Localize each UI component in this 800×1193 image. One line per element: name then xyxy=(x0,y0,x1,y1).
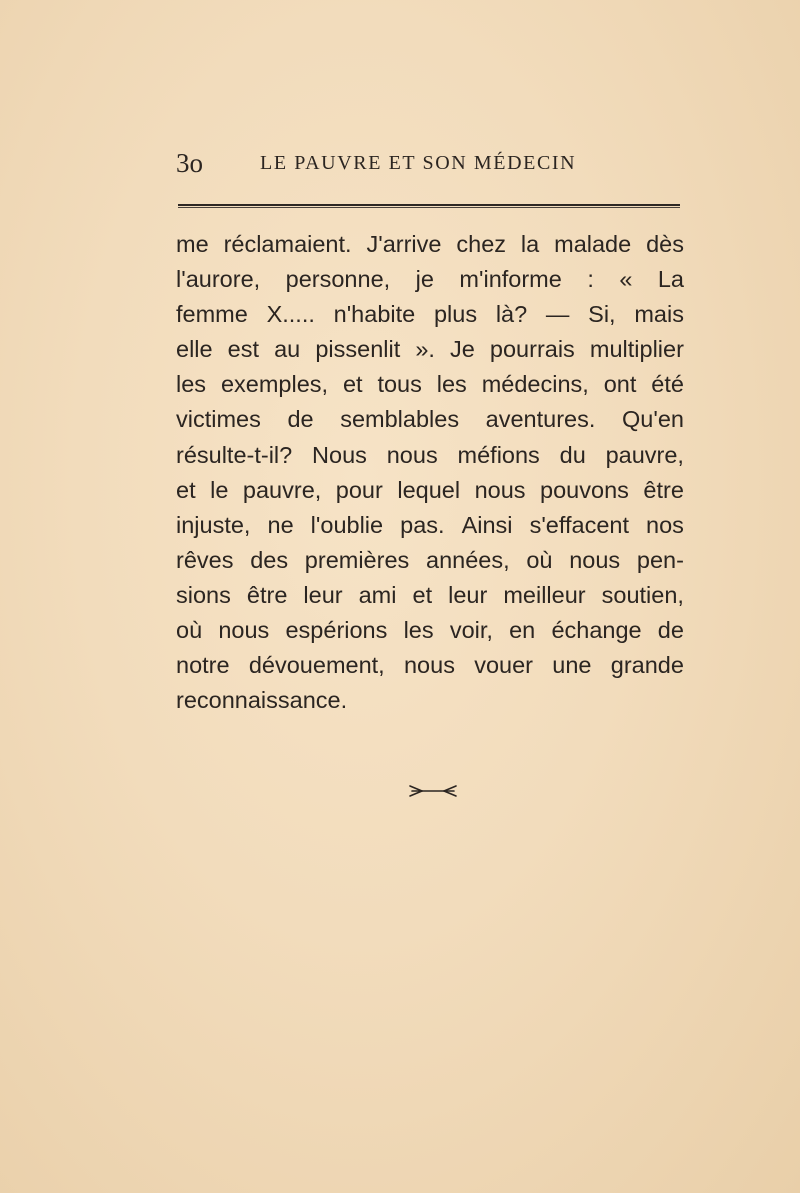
word: La xyxy=(657,266,684,293)
word: ne xyxy=(267,511,294,538)
word: les xyxy=(403,617,434,644)
word: me xyxy=(176,231,209,257)
word: pen- xyxy=(636,546,684,573)
word: l'aurore, xyxy=(176,266,261,293)
word: du xyxy=(559,441,586,468)
word: dès xyxy=(646,231,684,257)
text-line xyxy=(176,332,684,367)
word: là? xyxy=(495,301,528,328)
word: femme xyxy=(176,301,248,328)
word: injuste, xyxy=(176,511,251,538)
word: Nous xyxy=(312,441,367,468)
word: résulte-t-il? xyxy=(176,441,293,468)
running-head xyxy=(176,146,682,180)
word: je xyxy=(415,266,434,293)
word: est xyxy=(227,336,260,363)
word: nous xyxy=(218,617,270,644)
word: nous xyxy=(474,476,526,503)
word: nos xyxy=(646,511,684,538)
word: où xyxy=(176,617,203,644)
word: médecins, xyxy=(481,371,589,398)
text-line xyxy=(176,508,684,543)
word: être xyxy=(246,581,288,608)
text-line xyxy=(176,683,684,718)
word: elle xyxy=(176,336,213,363)
word: la xyxy=(520,231,540,257)
crossed-arrows-ornament-icon xyxy=(408,780,458,802)
page-number: 3o xyxy=(176,148,203,178)
text-line xyxy=(176,297,684,332)
word: n'habite xyxy=(333,301,416,328)
text-line xyxy=(176,648,684,683)
word: reconnaissance. xyxy=(176,687,348,714)
text-line xyxy=(176,578,684,613)
word: plus xyxy=(433,301,478,328)
header-double-rule xyxy=(178,204,680,208)
word: une xyxy=(552,652,592,679)
word: aventures. xyxy=(485,406,596,433)
word: nous xyxy=(386,441,438,468)
word: sions xyxy=(176,581,231,608)
word: l'oublie xyxy=(310,511,384,538)
word: voir, xyxy=(449,617,493,644)
word: pas. xyxy=(400,511,445,538)
word: victimes xyxy=(176,406,261,433)
word: de xyxy=(657,617,684,644)
word: multiplier xyxy=(589,336,684,363)
word: X..... xyxy=(266,301,315,328)
word: Je xyxy=(450,336,475,363)
text-line xyxy=(176,613,684,648)
text-line xyxy=(176,402,684,437)
word: malade xyxy=(554,231,632,257)
word: s'effacent xyxy=(529,511,629,538)
word: et xyxy=(412,581,433,608)
word: été xyxy=(651,371,684,398)
word: leur xyxy=(448,581,488,608)
word: vouer xyxy=(474,652,534,679)
word: années, xyxy=(426,546,510,573)
word: meilleur xyxy=(503,581,586,608)
word: pissenlit xyxy=(315,336,401,363)
word: où xyxy=(526,546,553,573)
word: de xyxy=(287,406,314,433)
word: en xyxy=(509,617,536,644)
word: grande xyxy=(610,652,684,679)
word: notre xyxy=(176,652,230,679)
text-line xyxy=(176,262,684,297)
word: au xyxy=(274,336,301,363)
word: espérions xyxy=(285,617,388,644)
header-rule-thin xyxy=(178,207,680,208)
word: nous xyxy=(569,546,621,573)
running-title: LE PAUVRE ET SON MÉDECIN xyxy=(260,152,577,174)
word: « xyxy=(619,266,633,293)
text-line xyxy=(176,227,684,262)
word: ami xyxy=(358,581,397,608)
word: premières xyxy=(304,546,410,573)
word: — xyxy=(545,301,570,328)
word: chez xyxy=(456,231,507,257)
header-rule-thick xyxy=(178,204,680,206)
word: et xyxy=(176,476,196,503)
word: pour xyxy=(335,476,383,503)
word: les xyxy=(176,371,207,398)
word: lequel xyxy=(397,476,461,503)
word: : xyxy=(587,266,594,293)
word: semblables xyxy=(340,406,460,433)
word: pauvre, xyxy=(242,476,322,503)
text-line xyxy=(176,438,684,473)
word: Ainsi xyxy=(461,511,513,538)
text-line xyxy=(176,473,684,508)
word: pourrais xyxy=(489,336,575,363)
word: dévouement, xyxy=(248,652,385,679)
word: mais xyxy=(634,301,684,328)
word: échange xyxy=(551,617,642,644)
word: Qu'en xyxy=(622,406,684,433)
word: pauvre, xyxy=(605,441,684,468)
word: être xyxy=(643,476,684,503)
word: leur xyxy=(303,581,343,608)
word: les xyxy=(436,371,467,398)
word: le xyxy=(210,476,229,503)
word: ont xyxy=(603,371,637,398)
body-text xyxy=(176,227,684,718)
text-line xyxy=(176,543,684,578)
word: soutien, xyxy=(601,581,684,608)
word: personne, xyxy=(285,266,391,293)
word: tous xyxy=(377,371,422,398)
word: Si, xyxy=(588,301,616,328)
word: nous xyxy=(403,652,455,679)
word: des xyxy=(250,546,289,573)
word: m'informe xyxy=(459,266,562,293)
text-line xyxy=(176,367,684,402)
word: et xyxy=(342,371,363,398)
word: J'arrive xyxy=(366,231,442,257)
word: réclamaient. xyxy=(223,231,352,257)
word: pouvons xyxy=(540,476,629,503)
word: ». xyxy=(415,336,435,363)
word: rêves xyxy=(176,546,234,573)
word: méfions xyxy=(457,441,540,468)
word: exemples, xyxy=(220,371,329,398)
